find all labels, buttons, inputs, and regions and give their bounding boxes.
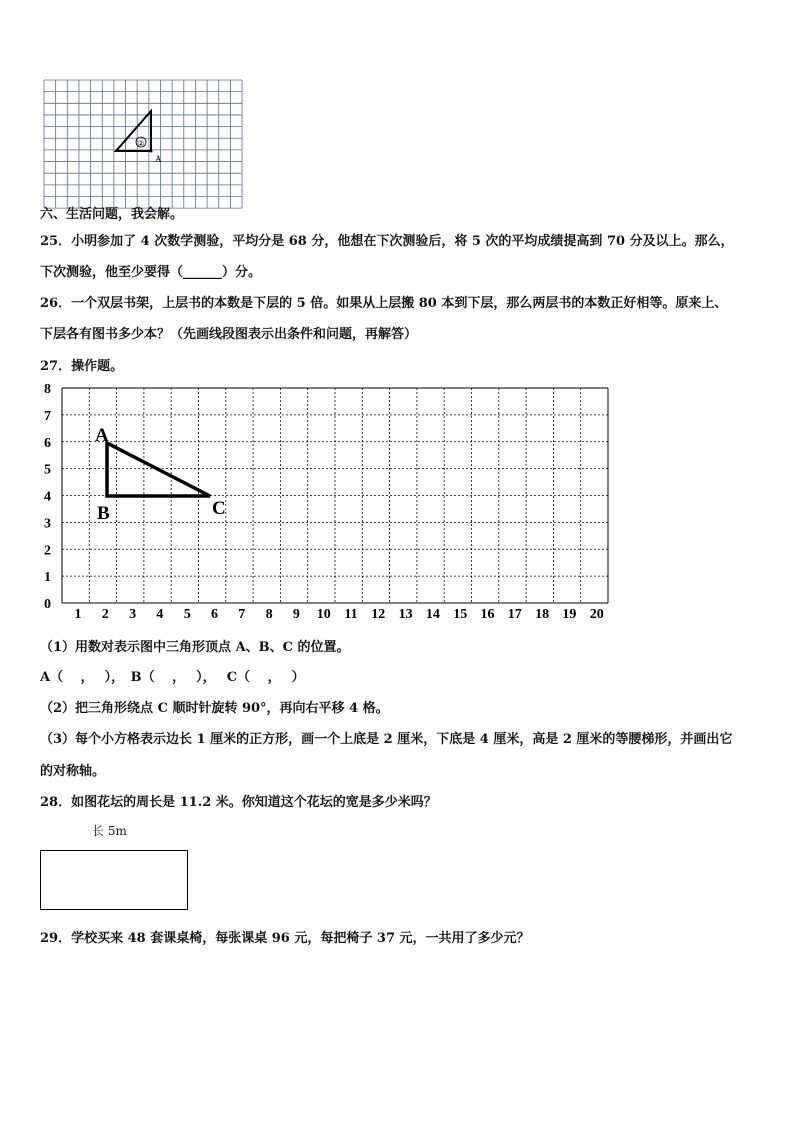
x-tick-label: 4 xyxy=(156,607,164,622)
section-6-heading: 六、生活问题，我会解。 xyxy=(40,207,184,222)
x-tick-label: 11 xyxy=(344,607,358,622)
y-tick-label: 5 xyxy=(44,462,51,478)
q27-answer-row: A（ ， ）， B（ ， ）， C（ ， ） xyxy=(40,670,305,685)
q27-title: 27．操作题。 xyxy=(40,359,124,374)
x-axis-ticks xyxy=(75,607,604,622)
vertex-b-label: B xyxy=(97,503,110,524)
flower-bed-rectangle xyxy=(40,850,188,910)
triangle-2-label: ② xyxy=(137,139,145,148)
x-tick-label: 13 xyxy=(398,607,413,622)
x-tick-label: 14 xyxy=(425,607,440,622)
x-tick-label: 2 xyxy=(101,607,109,622)
q25-line-1: 25．小明参加了 4 次数学测验，平均分是 68 分，他想在下次测验后，将 5 次的平均成绩提高到 70 分及以上。那么， xyxy=(40,234,734,249)
x-tick-label: 8 xyxy=(265,607,273,622)
point-a-dot xyxy=(150,150,153,153)
x-tick-label: 5 xyxy=(183,607,191,622)
y-tick-label: 6 xyxy=(44,435,51,451)
x-tick-label: 3 xyxy=(129,607,137,622)
x-tick-label: 10 xyxy=(316,607,331,622)
y-tick-label: 2 xyxy=(44,543,51,559)
vertex-a-label: A xyxy=(95,425,109,446)
q26-line-1: 26．一个双层书架，上层书的本数是下层的 5 倍。如果从上层搬 80 本到下层，那么两层书的本数正好相等。原来上、 xyxy=(40,296,728,311)
x-tick-label: 17 xyxy=(507,607,522,622)
q25-line-2: 下次测验，他至少要得（______）分。 xyxy=(40,265,262,280)
small-grid-figure xyxy=(0,0,794,210)
vertex-c-label: C xyxy=(212,498,226,519)
q27-part-2: （2）把三角形绕点 C 顺时针旋转 90°，再向右平移 4 格。 xyxy=(40,701,389,716)
x-tick-label: 20 xyxy=(589,607,604,622)
y-axis-ticks xyxy=(44,382,51,612)
y-tick-label: 3 xyxy=(44,516,51,532)
x-tick-label: 12 xyxy=(371,607,386,622)
point-a-label: A xyxy=(155,154,162,164)
q28-length-label: 长 5m xyxy=(92,824,127,838)
q27-part-1: （1）用数对表示图中三角形顶点 A、B、C 的位置。 xyxy=(40,640,350,655)
y-tick-label: 0 xyxy=(44,597,51,612)
x-tick-label: 16 xyxy=(480,607,495,622)
x-tick-label: 15 xyxy=(453,607,468,622)
y-tick-label: 8 xyxy=(44,382,51,397)
x-tick-label: 19 xyxy=(562,607,577,622)
q27-part-3-line-1: （3）每个小方格表示边长 1 厘米的正方形，画一个上底是 2 厘米，下底是 4 厘米，高是 2 厘米的等腰梯形，并画出它 xyxy=(40,732,733,747)
triangle-abc xyxy=(107,443,210,496)
q29-text: 29．学校买来 48 套课桌椅，每张课桌 96 元，每把椅子 37 元，一共用了多少元？ xyxy=(40,931,530,946)
y-tick-label: 4 xyxy=(44,489,51,505)
x-tick-label: 6 xyxy=(211,607,218,622)
x-tick-label: 18 xyxy=(535,607,550,622)
coordinate-grid-figure xyxy=(0,380,794,625)
x-tick-label: 9 xyxy=(292,607,300,622)
y-tick-label: 1 xyxy=(44,570,51,586)
x-tick-label: 1 xyxy=(74,607,82,622)
x-tick-label: 7 xyxy=(238,607,246,622)
q27-part-3-line-2: 的对称轴。 xyxy=(40,764,106,779)
q28-text: 28．如图花坛的周长是 11.2 米。你知道这个花坛的宽是多少米吗？ xyxy=(40,795,437,810)
q26-line-2: 下层各有图书多少本？（先画线段图表示出条件和问题，再解答） xyxy=(40,327,418,342)
y-tick-label: 7 xyxy=(44,408,51,424)
triangle-2 xyxy=(116,111,151,151)
